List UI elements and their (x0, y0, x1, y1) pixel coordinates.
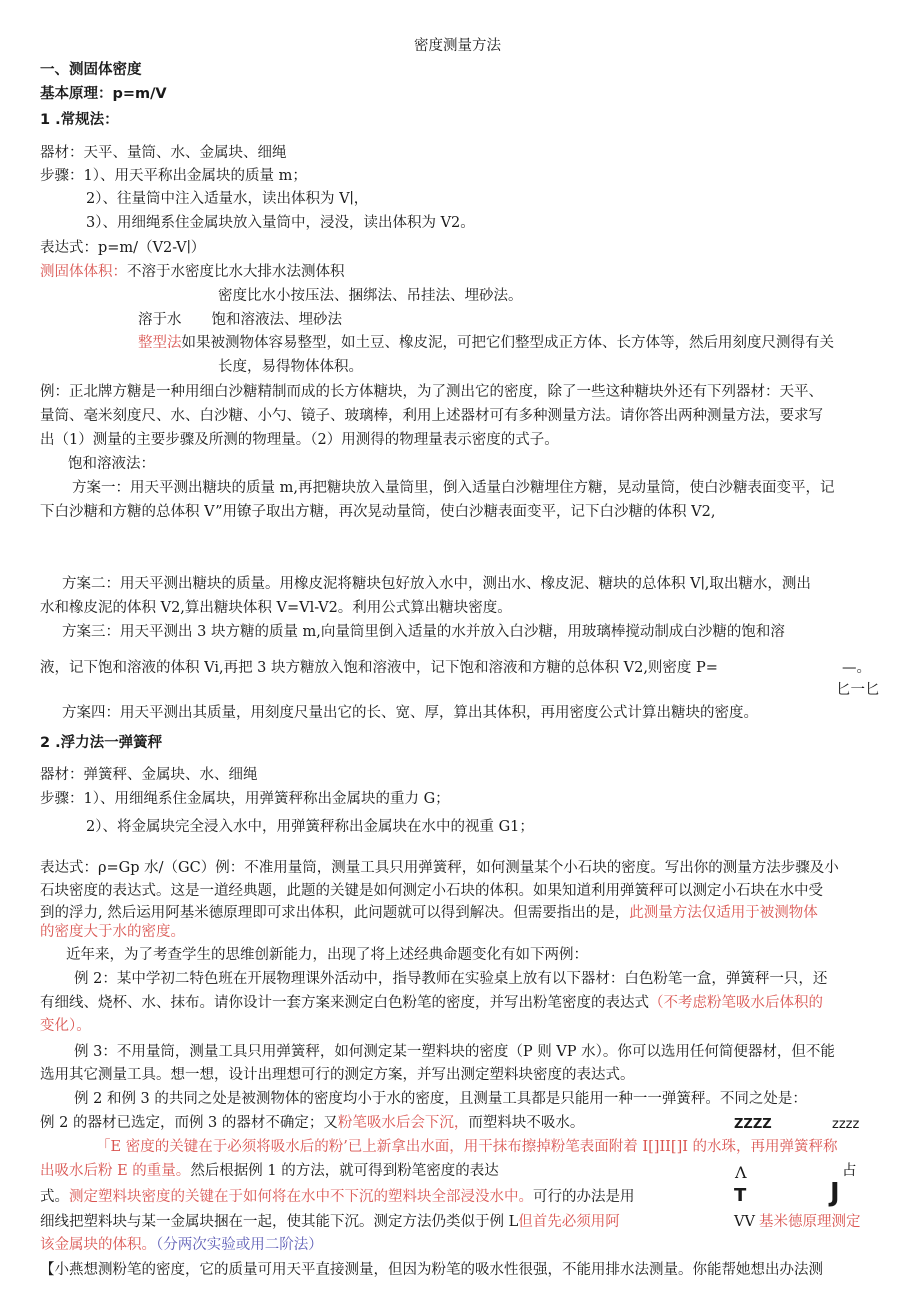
example2-line1: 例 2：某中学初二特色班在开展物理课外活动中，指导教师在实验桌上放有以下器材：白色粉笔一盒，弹簧秤一只，还 (74, 971, 828, 987)
volume-methods (40, 262, 345, 282)
plastic-key: 测定塑料块密度的关键在于如何将在水中不下沉的塑料块全部浸没水中。 (69, 1189, 533, 1205)
plan1-line2: 下白沙糖和方糖的总体积 V”用镣子取出方糖，再次晃动量筒，使白沙糖表面变平，记下白沙糖的体积 V2, (40, 504, 716, 520)
m1-step3: 3）、用细绳系住金属块放入量筒中，浸没，读出体积为 V2。 (86, 215, 475, 231)
plan2-line2: 水和橡皮泥的体积 V2,算出糖块体积 V=Vl-V2。利用公式算出糖块密度。 (40, 600, 512, 616)
plastic-line1 (40, 1187, 635, 1207)
plan2-line1: 方案二：用天平测出糖块的质量。用橡皮泥将糖块包好放入水中，测出水、橡皮泥、糖块的总体积 V∣,取出糖水，测出 (62, 576, 811, 592)
m2-para-line4: 的密度大于水的密度。 (40, 924, 185, 940)
m2-para-line3 (40, 903, 818, 923)
principle: 基本原理：p=m/V (40, 86, 167, 102)
compare-line2-end: 而塑料块不吸水。 (468, 1115, 585, 1131)
shape-method (138, 333, 834, 353)
method1-heading: 1 .常规法： (40, 112, 119, 128)
example3-line1: 例 3：不用量筒，测量工具只用弹簧秤，如何测定某一塑料块的密度（P 则 VP 水）。你可以选用任何简便器材，但不能 (74, 1044, 835, 1060)
plastic-line3 (40, 1235, 323, 1255)
plan4: 方案四：用天平测出其质量，用刻度尺量出它的长、宽、厚，算出其体积，再用密度公式计算出糖块的密度。 (62, 705, 758, 721)
m2-note: 此测量方法仅适用于被测物体 (629, 905, 818, 921)
margin-zzzz-2: zzzz (832, 1117, 860, 1132)
compare-line2-text: 例 2 的器材已选定，而例 3 的器材不确定；又 (40, 1115, 338, 1131)
plan3-denominator: 匕一匕 (836, 682, 880, 698)
margin-j: J (830, 1178, 840, 1208)
m1-equipment: 器材：天平、量筒、水、金属块、细绳 (40, 145, 287, 161)
chalk-key-line2-text: 然后根据例 1 的方法，就可得到粉笔密度的表达 (190, 1163, 499, 1179)
last-line: 【小燕想测粉笔的密度，它的质量可用天平直接测量，但因为粉笔的吸水性很强，不能用排水法测量。你能帮她想出办法测 (40, 1262, 823, 1278)
plastic-line1-end: 可行的办法是用 (533, 1189, 635, 1205)
plastic-line2 (40, 1212, 620, 1232)
m1-step1: 步骤：1）、用天平称出金属块的质量 m； (40, 168, 307, 184)
margin-zzzz-1: ZZZZ (734, 1117, 772, 1132)
example2-note: （不考虑粉笔吸水后体积的 (649, 995, 823, 1011)
plan3-fraction-bar: —。 (842, 660, 871, 676)
chalk-key-line2 (40, 1161, 499, 1181)
compare-line2 (40, 1113, 584, 1133)
m2-step1: 步骤：1）、用细绳系住金属块，用弹簧秤称出金属块的重力 G； (40, 791, 450, 807)
plastic-line2-text: 细线把塑料块与某一金属块捆在一起，使其能下沉。测定方法仍类似于例 L (40, 1214, 519, 1230)
plastic-line1-start: 式。 (40, 1189, 69, 1205)
m1-step2: 2）、往量筒中注入适量水，读出体积为 V∣， (86, 191, 369, 207)
chalk-key-line2-red: 出吸水后粉 E 的重量。 (40, 1163, 191, 1179)
compare-line1: 例 2 和例 3 的共同之处是被测物体的密度均小于水的密度，且测量工具都是只能用一种一一弹簧秤。不同之处是： (74, 1091, 807, 1107)
m2-equipment: 器材：弹簧秤、金属块、水、细绳 (40, 767, 258, 783)
example3-line2: 选用其它测量工具。想一想，设计出理想可行的测定方案，并写出测定塑料块密度的表达式。 (40, 1067, 635, 1083)
example2-line3: 变化）。 (40, 1018, 91, 1034)
example-line3: 出（1）测量的主要步骤及所测的物理量。（2）用测得的物理量表示密度的式子。 (40, 432, 559, 448)
example-line2: 量筒、毫米刻度尺、水、白沙糖、小勺、镜子、玻璃棒，利用上述器材可有多种测量方法。请你答出两种测量方法，要求写 (40, 408, 823, 424)
plastic-line2-red: 但首先必须用阿 (518, 1214, 620, 1230)
example-line1: 例：正北牌方糖是一种用细白沙糖精制而成的长方体糖块，为了测出它的密度，除了一些这种糖块外还有下列器材：天平、 (40, 384, 823, 400)
soluble-methods: 饱和溶液法、埋砂法 (211, 312, 342, 328)
margin-t: T (734, 1185, 747, 1206)
saturated-method: 饱和溶液法： (68, 456, 155, 472)
plastic-line3-blue: （分两次实验或用二阶法） (156, 1237, 323, 1253)
shape-text2: 长度，易得物体体积。 (218, 359, 363, 375)
example2-line2 (40, 993, 823, 1013)
shape-text: 如果被测物体容易整型，如土豆、橡皮泥，可把它们整型成正方体、长方体等，然后用刻度尺测得有关 (181, 335, 834, 351)
m2-para-line3-text: 到的浮力, 然后运用阿基米德原理即可求出体积，此问题就可以得到解决。但需要指出的是， (40, 905, 630, 921)
plan3-line2: 液，记下饱和溶液的体积 Vi,再把 3 块方糖放入饱和溶液中，记下饱和溶液和方糖的总体积 V2,则密度 P= (40, 660, 718, 676)
volume-line3 (138, 310, 342, 330)
section-heading: 一、测固体密度 (40, 62, 142, 78)
plan3-line1: 方案三：用天平测出 3 块方糖的质量 m,向量筒里倒入适量的水并放入白沙糖，用玻璃棒搅动制成白沙糖的饱和溶 (62, 624, 785, 640)
compare-note: 粉笔吸水后会下沉， (337, 1115, 469, 1131)
shape-label: 整型法 (138, 335, 182, 351)
m2-intro: 近年来，为了考查学生的思维创新能力，出现了将上述经典命题变化有如下两例： (66, 947, 588, 963)
m2-step2: 2）、将金属块完全浸入水中，用弹簧秤称出金属块在水中的视重 G1； (86, 819, 534, 835)
m1-expression: 表达式：p=m/（V2-V∣） (40, 240, 206, 256)
page-title: 密度测量方法 (414, 38, 501, 54)
margin-zhan: 占 (842, 1163, 857, 1179)
margin-archimedes: 基米德原理测定 (758, 1214, 861, 1230)
margin-vv (734, 1212, 860, 1232)
m2-para-line1: 表达式：ρ=Gp 水/（GC）例：不准用量筒，测量工具只用弹簧秤，如何测量某个小石块的密度。写出你的测量方法步骤及小 (40, 860, 839, 876)
margin-vv-text: VV (734, 1214, 755, 1230)
example2-line2-text: 有细线、烧杯、水、抹布。请你设计一套方案来测定白色粉笔的密度，并写出粉笔密度的表达式 (40, 995, 649, 1011)
m2-para-line2: 石块密度的表达式。这是一道经典题，此题的关键是如何测定小石块的体积。如果知道利用弹簧秤可以测定小石块在水中受 (40, 883, 823, 899)
chalk-key-line1: 「E 密度的关键在于必须将吸水后的粉’已上新拿出水面，用干抹布擦掉粉笔表面附着 I[]II[]I 的水珠，再用弹簧秤称 (96, 1139, 838, 1155)
margin-lambda: Λ (735, 1163, 747, 1182)
soluble-label: 溶于水 (138, 312, 182, 328)
plastic-line3-red: 该金属块的体积。 (40, 1237, 156, 1253)
plan1-line1: 方案一：用天平测出糖块的质量 m,再把糖块放入量筒里，倒入适量白沙糖埋住方糖，晃动量筒，使白沙糖表面变平，记 (72, 480, 835, 496)
method2-heading: 2 .浮力法一弹簧秤 (40, 735, 163, 751)
volume-line1: 不溶于水密度比水大排水法测体积 (127, 264, 345, 280)
volume-label: 测固体体积： (40, 264, 127, 280)
volume-line2: 密度比水小按压法、捆绑法、吊挂法、埋砂法。 (218, 288, 523, 304)
